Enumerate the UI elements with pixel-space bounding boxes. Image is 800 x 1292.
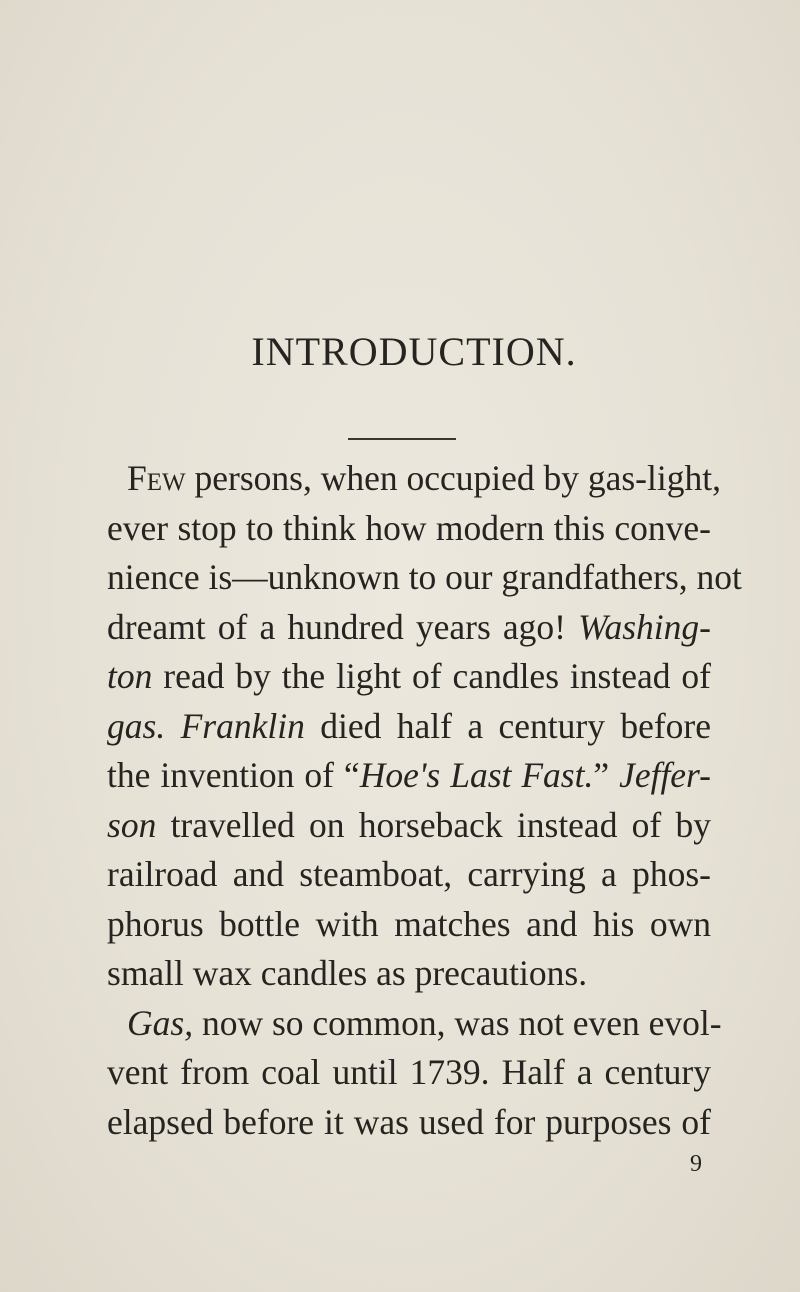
text-line: dreamt of a hundred years ago! Washing- bbox=[107, 606, 711, 647]
chapter-heading: INTRODUCTION. bbox=[251, 329, 577, 374]
body-text bbox=[107, 454, 742, 1147]
text-line: ton read by the light of candles instead of bbox=[107, 656, 711, 696]
text-line: the invention of “Hoe's Last Fast.” Jeffer- bbox=[107, 755, 711, 795]
italic-word: Gas, bbox=[127, 1002, 194, 1043]
text-line: gas. Franklin died half a century before bbox=[107, 705, 711, 746]
heading-rule bbox=[348, 438, 456, 440]
text-line: railroad and steamboat, carrying a phos- bbox=[107, 854, 711, 894]
text-line: Gas, now so common, was not even evol- bbox=[127, 1002, 722, 1043]
text-line: phorus bottle with matches and his own bbox=[107, 903, 711, 944]
text-line: elapsed before it was used for purposes of bbox=[107, 1101, 711, 1142]
text-line: small wax candles as precautions. bbox=[107, 953, 588, 993]
italic-name: ton bbox=[107, 656, 153, 696]
italic-name: Jeffer- bbox=[619, 755, 711, 795]
italic-name: son bbox=[107, 804, 157, 845]
text-line: Few persons, when occupied by gas-light, bbox=[127, 458, 721, 498]
page-number: 9 bbox=[690, 1151, 702, 1177]
text-line: son travelled on horseback instead of by bbox=[107, 804, 711, 845]
text-line: ever stop to think how modern this conve- bbox=[107, 507, 711, 548]
italic-word: gas. bbox=[107, 705, 166, 746]
text-line: nience is—unknown to our grandfathers, not bbox=[107, 557, 742, 597]
italic-name: Washing- bbox=[578, 606, 711, 647]
text-line: vent from coal until 1739. Half a century bbox=[107, 1052, 711, 1092]
italic-title: Hoe's Last Fast. bbox=[359, 755, 594, 795]
small-caps-opening: Few bbox=[127, 458, 186, 498]
italic-name: Franklin bbox=[180, 705, 305, 746]
